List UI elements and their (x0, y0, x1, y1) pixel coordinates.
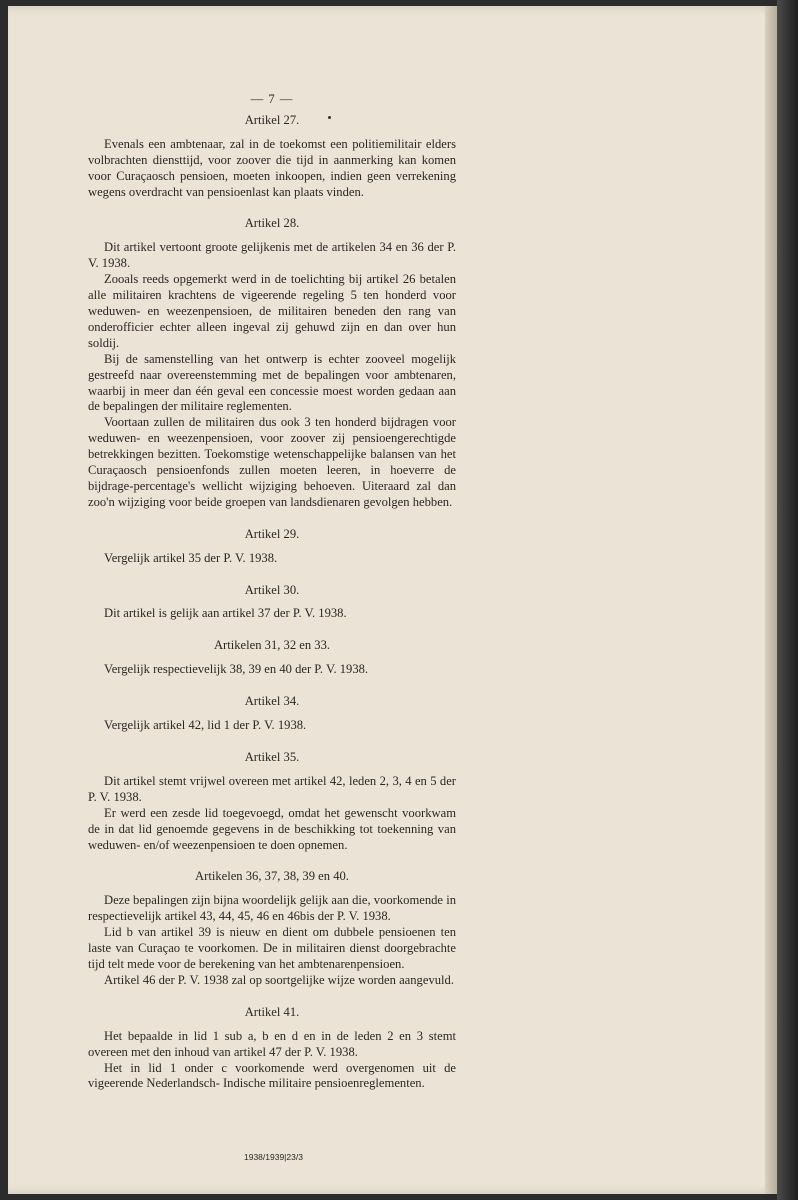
section-paragraph: Artikel 46 der P. V. 1938 zal op soortgelijke wijze worden aangevuld. (104, 972, 454, 987)
section-paragraph: Bij de samenstelling van het ontwerp is echter zooveel mogelijk gestreefd naar overeenstemming met de bepalingen voor ambtenaren, waarbij in meer dan één geval een concessie moest worden gedaan aan de bepalingen der militaire reglementen. (88, 351, 456, 414)
page-fold (765, 6, 777, 1194)
section-paragraph: Lid b van artikel 39 is nieuw en dient om dubbele pensioenen ten laste van Curaçao te voorkomen. De in militairen dienst doorgebrachte tijd telt mede voor de berekening van het ambtenarenpensioen. (88, 925, 456, 971)
page-number: — 7 — (250, 92, 294, 106)
section-heading: Artikel 30. (244, 582, 300, 597)
section-paragraph: Dit artikel stemt vrijwel overeen met artikel 42, leden 2, 3, 4 en 5 der P. V. 1938. (88, 773, 456, 804)
section-paragraph: Voortaan zullen de militairen dus ook 3 ten honderd bijdragen voor weduwen- en weezenpensioen, voor zoover zij pensioengerechtigde betrekkingen bezitten. Toekomstige wetenschappelijke balansen van het Curaçaosch pensioenfonds zullen moeten leeren, in hoeverre de bijdrage-percentage's wellicht wijziging behoeven. Uiteraard zal dan zoo'n wijziging voor beide groepen van landsdienaren gevolgen hebben. (88, 415, 456, 509)
section-paragraph: Vergelijk respectievelijk 38, 39 en 40 der P. V. 1938. (104, 662, 369, 677)
section-heading: Artikel 35. (244, 750, 300, 764)
section-paragraph: Het bepaalde in lid 1 sub a, b en d en in de leden 2 en 3 stemt overeen met den inhoud van artikel 47 der P. V. 1938. (88, 1028, 456, 1059)
section-paragraph: Dit artikel vertoont groote gelijkenis met de artikelen 34 en 36 der P. V. 1938. (88, 240, 456, 271)
section-heading: Artikel 28. (244, 216, 300, 231)
section-paragraph: Vergelijk artikel 42, lid 1 der P. V. 1938. (104, 718, 307, 733)
section-paragraph: Deze bepalingen zijn bijna woordelijk gelijk aan die, voorkomende in respectievelijk artikel 43, 44, 45, 46 en 46bis der P. V. 1938. (88, 893, 456, 924)
page-content (88, 92, 456, 1092)
section-paragraph: Zooals reeds opgemerkt werd in de toelichting bij artikel 26 betalen alle militairen krachtens de vigeerende regeling 5 ten honderd voor weduwen- en weezenpensioen, de militairen beneden den rang van onderofficier echter alleen ingeval zij gehuwd zijn en dan over hun soldij. (88, 272, 456, 350)
section-heading: Artikel 27. (244, 112, 300, 127)
section-heading: Artikelen 36, 37, 38, 39 en 40. (195, 869, 349, 884)
section-paragraph: Het in lid 1 onder c voorkomende werd overgenomen uit de vigeerende Nederlandsch- Indische militaire pensioenreglementen. (88, 1060, 456, 1091)
section-heading: Artikel 41. (244, 1004, 300, 1019)
sections (88, 113, 456, 1092)
section-paragraph: Evenals een ambtenaar, zal in de toekomst een politiemilitair elders volbrachten diensttijd, voor zoover die tijd in aanmerking kan komen voor Curaçaosch pensioen, moeten inkoopen, indien geen verrekening wegens overdracht van pensioenlast kan plaats vinden. (88, 136, 456, 199)
section-paragraph: Vergelijk artikel 35 der P. V. 1938. (104, 550, 278, 565)
section-paragraph: Er werd een zesde lid toegevoegd, omdat het gewenscht voorkwam de in dat lid genoemde gegevens in de beschikking tot toekenning van weduwen- en/of weezenpensioen te doen opnemen. (88, 805, 456, 852)
section-heading: Artikel 29. (244, 526, 300, 541)
section-paragraph: Dit artikel is gelijk aan artikel 37 der P. V. 1938. (104, 606, 347, 621)
section-heading: Artikel 34. (244, 694, 300, 709)
section-heading: Artikelen 31, 32 en 33. (213, 638, 331, 653)
scan-edge (777, 0, 798, 1200)
footer-code: 1938/1939|23/3 (244, 1152, 303, 1162)
